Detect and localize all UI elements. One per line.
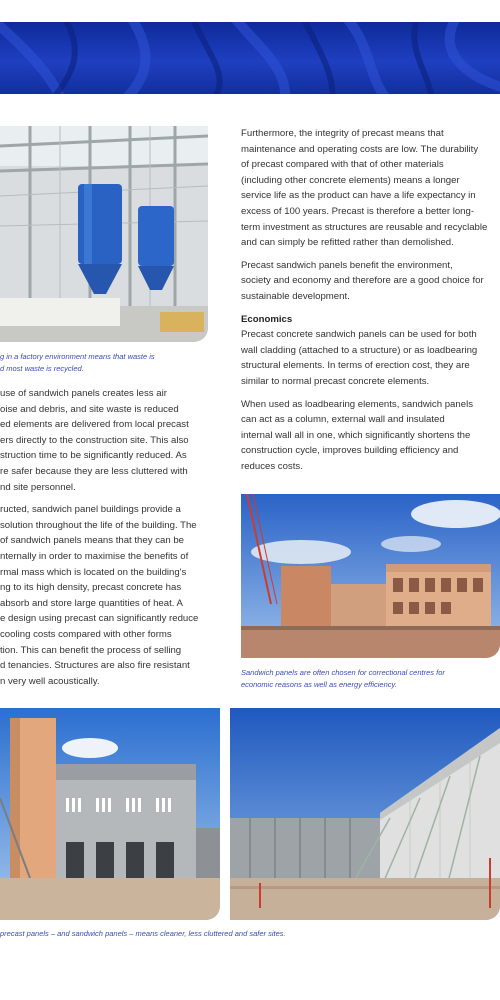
text-line: tion. This can benefit the process of selling (0, 644, 182, 656)
text-line: structural elements. In terms of erection cost, they are (241, 360, 470, 372)
text-line: Precast concrete sandwich panels can be used for both (241, 329, 477, 341)
text-line: n very well acoustically. (0, 675, 100, 687)
text-line: ed elements are delivered from local precast (0, 419, 189, 431)
bottom-photos-caption (0, 928, 500, 940)
text-line: oise and debris, and site waste is reduced (0, 403, 179, 415)
text-line: re safer because they are less cluttered with (0, 465, 188, 477)
panel-wall-photo (230, 708, 500, 920)
text-line: construction cycle, improves building efficiency and (241, 445, 459, 457)
text-line: term investment as structures are reusable and recyclable (241, 221, 488, 233)
economics-section (241, 312, 500, 390)
text-line: ers directly to the construction site. This also (0, 434, 189, 446)
text-line: ructed, sandwich panel buildings provide a (0, 504, 181, 516)
text-line: (including other concrete elements) means a longer (241, 174, 460, 186)
text-line: nd site personnel. (0, 481, 76, 493)
text-line: struction time to be significantly reduced. As (0, 450, 187, 462)
text-line: When used as loadbearing elements, sandwich panels (241, 398, 473, 410)
text-line: can act as a column, external wall and insulated (241, 414, 445, 426)
text-line: nternally in order to maximise the benefits of (0, 550, 189, 562)
right-paragraph-1 (241, 126, 500, 251)
caption-line: d most waste is recycled. (0, 364, 84, 373)
factory-photo (0, 126, 208, 342)
text-line: society and economy and therefore are a good choice for (241, 275, 484, 287)
banner-pattern (0, 22, 500, 94)
building-photo (241, 494, 500, 658)
right-column-text (241, 126, 500, 481)
text-line: ng to its high density, precast concrete has (0, 582, 182, 594)
caption-line: precast panels – and sandwich panels – means cleaner, less cluttered and safer sites. (0, 929, 286, 938)
text-line: reduces costs. (241, 460, 303, 472)
panel-building-photo (0, 708, 220, 920)
text-line: e design using precast can significantly reduce (0, 613, 199, 625)
caption-line: economic reasons as well as energy efficiency. (241, 680, 397, 689)
text-line: and can simply be refitted rather than demolished. (241, 237, 454, 249)
header-banner (0, 22, 500, 94)
caption-line: g in a factory environment means that waste is (0, 352, 155, 361)
text-line: sustainable development. (241, 290, 350, 302)
factory-photo-caption (0, 351, 210, 375)
left-paragraph-1 (0, 386, 210, 495)
building-photo-caption (241, 667, 500, 691)
text-line: internal wall all in one, which significantly shortens the (241, 429, 471, 441)
caption-line: Sandwich panels are often chosen for correctional centres for (241, 668, 445, 677)
right-paragraph-2 (241, 258, 500, 305)
text-line: similar to normal precast concrete elements. (241, 375, 430, 387)
text-line: wall cladding (attached to a structure) or as loadbearing (241, 344, 478, 356)
text-line: cooling costs compared with other forms (0, 628, 172, 640)
text-line: solution throughout the life of the building. The (0, 519, 197, 531)
left-paragraph-2 (0, 502, 210, 689)
text-line: Furthermore, the integrity of precast means that (241, 128, 444, 139)
text-line: use of sandwich panels creates less air (0, 388, 167, 399)
text-line: excess of 100 years. Precast is therefore a better long- (241, 205, 475, 217)
text-line: service life as the product can have a life expectancy in (241, 190, 476, 202)
text-line: of sandwich panels means that they can be (0, 535, 184, 547)
text-line: of precast compared with that of other materials (241, 159, 444, 171)
text-line: absorb and store large quantities of heat. A (0, 597, 183, 609)
text-line: maintenance and operating costs are low. The durability (241, 143, 479, 155)
section-heading: Economics (241, 313, 293, 325)
right-paragraph-4 (241, 397, 500, 475)
text-line: rmal mass which is located on the building's (0, 566, 187, 578)
left-column-text (0, 386, 210, 696)
text-line: Precast sandwich panels benefit the environment, (241, 259, 453, 271)
text-line: d tenancies. Structures are also fire resistant (0, 660, 190, 672)
